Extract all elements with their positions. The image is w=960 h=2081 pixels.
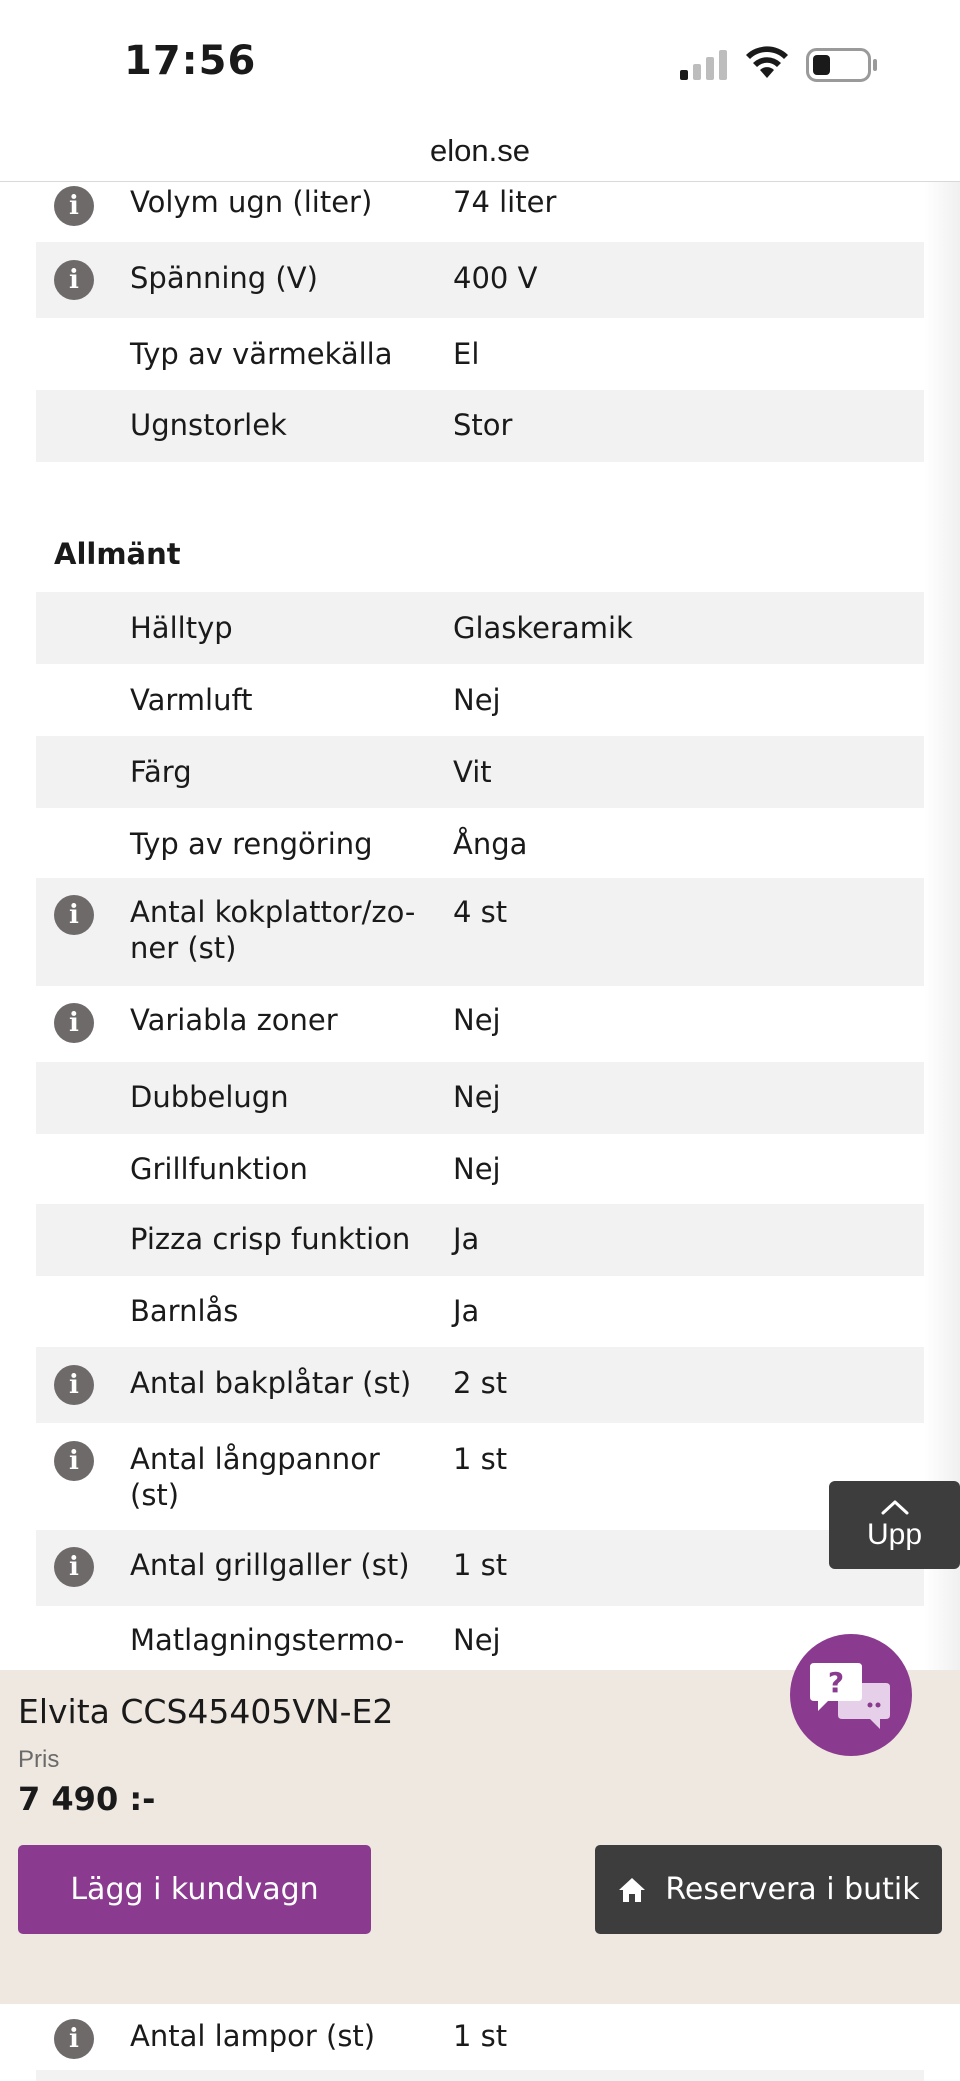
status-bar bbox=[0, 0, 960, 120]
spec-value: Ja bbox=[453, 1222, 480, 1256]
spec-value: Nej bbox=[453, 1080, 501, 1114]
svg-text:?: ? bbox=[827, 1666, 845, 1699]
spec-label: Pizza crisp funktion bbox=[130, 1222, 411, 1256]
spec-value: Nej bbox=[453, 683, 501, 717]
spec-label: Antal kokplattor/zo- ner (st) bbox=[130, 895, 416, 965]
spec-value: 1 st bbox=[453, 1548, 508, 1582]
add-to-cart-label: Lägg i kundvagn bbox=[70, 1872, 319, 1907]
spec-row bbox=[36, 664, 924, 736]
spec-label: Varmluft bbox=[130, 683, 253, 717]
price-value: 7 490 :- bbox=[18, 1780, 156, 1818]
spec-value: 400 V bbox=[453, 261, 538, 295]
spec-value: 1 st bbox=[453, 1442, 508, 1476]
spec-row bbox=[36, 2070, 924, 2081]
spec-value: Nej bbox=[453, 1003, 501, 1037]
spec-label: Antal lampor (st) bbox=[130, 2019, 376, 2053]
spec-label: Ugnstorlek bbox=[130, 408, 287, 442]
spec-row bbox=[36, 318, 924, 390]
info-icon[interactable]: i bbox=[54, 2019, 94, 2059]
info-icon[interactable]: i bbox=[54, 260, 94, 300]
spec-value: 1 st bbox=[453, 2019, 508, 2053]
browser-url-bar[interactable] bbox=[0, 120, 960, 182]
spec-value: Ånga bbox=[453, 827, 528, 861]
status-time: 17:56 bbox=[124, 38, 257, 84]
reserve-in-store-label: Reservera i butik bbox=[665, 1872, 920, 1907]
spec-row bbox=[36, 2004, 924, 2074]
spec-row bbox=[36, 1423, 924, 1530]
browser-url: elon.se bbox=[430, 132, 530, 168]
price-label: Pris bbox=[18, 1746, 60, 1773]
spec-value: 2 st bbox=[453, 1366, 508, 1400]
scroll-to-top-label: Upp bbox=[866, 1518, 923, 1551]
spec-row bbox=[36, 1347, 924, 1423]
spec-value: Ja bbox=[453, 1294, 480, 1328]
spec-row bbox=[36, 878, 924, 986]
spec-label: Hälltyp bbox=[130, 611, 233, 645]
spec-label: Variabla zoner bbox=[130, 1003, 338, 1037]
spec-label: Antal grillgaller (st) bbox=[130, 1548, 410, 1582]
spec-row bbox=[36, 1204, 924, 1276]
spec-label: Spänning (V) bbox=[130, 261, 318, 295]
battery-icon bbox=[806, 48, 878, 82]
spec-label: Typ av värmekälla bbox=[130, 337, 393, 371]
home-icon bbox=[617, 1876, 647, 1904]
info-icon[interactable]: i bbox=[54, 1365, 94, 1405]
spec-value: 74 liter bbox=[453, 185, 557, 219]
spec-value: Stor bbox=[453, 408, 513, 442]
chat-icon bbox=[808, 1657, 894, 1733]
product-name: Elvita CCS45405VN-E2 bbox=[18, 1692, 394, 1731]
spec-row bbox=[36, 736, 924, 808]
spec-label: Matlagningstermo- bbox=[130, 1623, 405, 1657]
spec-value: Glaskeramik bbox=[453, 611, 633, 645]
reserve-in-store-button[interactable] bbox=[595, 1845, 942, 1934]
spec-label: Typ av rengöring bbox=[130, 827, 373, 861]
spec-row bbox=[36, 986, 924, 1062]
scroll-shadow bbox=[924, 182, 960, 1672]
info-icon[interactable]: i bbox=[54, 1441, 94, 1481]
spec-value: Nej bbox=[453, 1152, 501, 1186]
chat-button[interactable] bbox=[790, 1634, 912, 1756]
spec-row bbox=[36, 1062, 924, 1134]
spec-row bbox=[36, 1606, 924, 1670]
spec-value: 4 st bbox=[453, 895, 508, 929]
spec-row bbox=[36, 182, 924, 242]
scroll-to-top-button[interactable] bbox=[829, 1481, 960, 1569]
spec-row bbox=[36, 242, 924, 318]
section-heading: Allmänt bbox=[54, 537, 181, 571]
spec-label: Barnlås bbox=[130, 1294, 239, 1328]
spec-label: Antal långpannor (st) bbox=[130, 1442, 380, 1512]
spec-value: Vit bbox=[453, 755, 492, 789]
spec-label: Dubbelugn bbox=[130, 1080, 289, 1114]
info-icon[interactable]: i bbox=[54, 186, 94, 226]
spec-label: Grillfunktion bbox=[130, 1152, 308, 1186]
spec-row bbox=[36, 1530, 924, 1606]
spec-row bbox=[36, 808, 924, 878]
chevron-up-icon bbox=[880, 1498, 910, 1516]
spec-row bbox=[36, 592, 924, 664]
spec-row bbox=[36, 1276, 924, 1347]
spec-label: Antal bakplåtar (st) bbox=[130, 1366, 412, 1400]
spec-label: Färg bbox=[130, 755, 192, 789]
spec-value: Nej bbox=[453, 1623, 501, 1657]
info-icon[interactable]: i bbox=[54, 1547, 94, 1587]
add-to-cart-button[interactable] bbox=[18, 1845, 371, 1934]
spec-label: Volym ugn (liter) bbox=[130, 185, 373, 219]
spec-row bbox=[36, 390, 924, 462]
spec-row bbox=[36, 1134, 924, 1204]
info-icon[interactable]: i bbox=[54, 895, 94, 935]
cellular-signal-icon bbox=[680, 50, 730, 80]
wifi-icon bbox=[744, 46, 790, 80]
spec-value: El bbox=[453, 337, 480, 371]
info-icon[interactable]: i bbox=[54, 1003, 94, 1043]
